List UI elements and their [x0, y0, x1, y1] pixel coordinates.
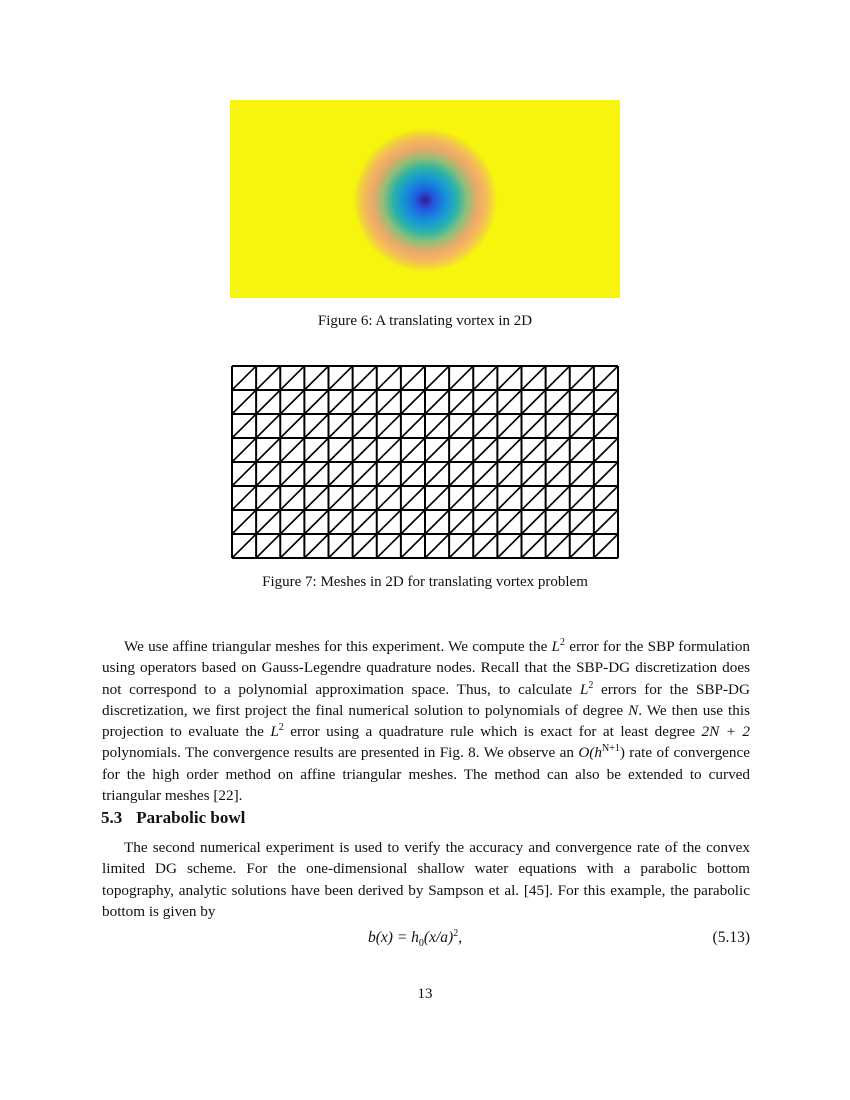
mesh-diagonal-edge	[449, 390, 473, 414]
equation-label: (5.13)	[712, 929, 750, 946]
mesh-diagonal-edge	[522, 366, 546, 390]
mesh-diagonal-edge	[570, 534, 594, 558]
mesh-diagonal-edge	[377, 414, 401, 438]
mesh-diagonal-edge	[256, 486, 280, 510]
mesh-diagonal-edge	[377, 534, 401, 558]
mesh-diagonal-edge	[280, 438, 304, 462]
mesh-diagonal-edge	[377, 510, 401, 534]
mesh-diagonal-edge	[401, 438, 425, 462]
mesh-diagonal-edge	[304, 414, 328, 438]
mesh-diagonal-edge	[497, 462, 521, 486]
mesh-diagonal-edge	[522, 390, 546, 414]
mesh-diagonal-edge	[256, 510, 280, 534]
mesh-diagonal-edge	[570, 510, 594, 534]
mesh-diagonal-edge	[425, 510, 449, 534]
mesh-diagonal-edge	[594, 462, 618, 486]
mesh-diagonal-edge	[425, 486, 449, 510]
mesh-diagonal-edge	[401, 390, 425, 414]
mesh-diagonal-edge	[473, 390, 497, 414]
mesh-diagonal-edge	[546, 462, 570, 486]
figure-6-caption: Figure 6: A translating vortex in 2D	[317, 313, 533, 329]
mesh-diagonal-edge	[377, 462, 401, 486]
figure-7-caption: Figure 7: Meshes in 2D for translating vortex problem	[262, 574, 588, 590]
mesh-diagonal-edge	[353, 462, 377, 486]
mesh-diagonal-edge	[256, 390, 280, 414]
mesh-diagonal-edge	[329, 534, 353, 558]
mesh-diagonal-edge	[425, 390, 449, 414]
mesh-diagonal-edge	[256, 438, 280, 462]
mesh-diagonal-edge	[473, 438, 497, 462]
mesh-diagonal-edge	[280, 510, 304, 534]
mesh-diagonal-edge	[522, 510, 546, 534]
mesh-diagonal-edge	[377, 366, 401, 390]
mesh-diagonal-edge	[570, 390, 594, 414]
mesh-diagonal-edge	[522, 486, 546, 510]
mesh-diagonal-edge	[353, 390, 377, 414]
section-title: Parabolic bowl	[136, 808, 246, 827]
mesh-diagonal-edge	[232, 534, 256, 558]
mesh-diagonal-edge	[594, 438, 618, 462]
mesh-diagonal-edge	[473, 486, 497, 510]
mesh-diagonal-edge	[594, 510, 618, 534]
mesh-diagonal-edge	[570, 414, 594, 438]
mesh-diagonal-edge	[401, 486, 425, 510]
figure-7-mesh	[231, 365, 619, 559]
mesh-diagonal-edge	[329, 510, 353, 534]
mesh-diagonal-edge	[401, 414, 425, 438]
mesh-diagonal-edge	[232, 462, 256, 486]
equation-body: $b(x) = h_0(x/a)^2$,	[368, 927, 463, 950]
mesh-diagonal-edge	[377, 438, 401, 462]
mesh-diagonal-edge	[594, 534, 618, 558]
mesh-diagonal-edge	[329, 462, 353, 486]
mesh-diagonal-edge	[497, 366, 521, 390]
mesh-diagonal-edge	[522, 534, 546, 558]
mesh-diagonal-edge	[546, 534, 570, 558]
mesh-diagonal-edge	[497, 486, 521, 510]
mesh-diagonal-edge	[570, 462, 594, 486]
mesh-diagonal-edge	[329, 366, 353, 390]
mesh-diagonal-edge	[353, 414, 377, 438]
mesh-diagonal-edge	[280, 390, 304, 414]
mesh-diagonal-edge	[304, 462, 328, 486]
mesh-diagonal-edge	[449, 414, 473, 438]
mesh-diagonal-edge	[449, 462, 473, 486]
mesh-diagonal-edge	[473, 462, 497, 486]
mesh-diagonal-edge	[546, 438, 570, 462]
mesh-diagonal-edge	[497, 414, 521, 438]
mesh-diagonal-edge	[449, 510, 473, 534]
mesh-diagonal-edge	[353, 510, 377, 534]
mesh-diagonal-edge	[256, 366, 280, 390]
mesh-diagonal-edge	[329, 438, 353, 462]
mesh-diagonal-edge	[522, 414, 546, 438]
figure-6-vortex-plot	[230, 100, 620, 298]
mesh-diagonal-edge	[401, 534, 425, 558]
paragraph-affine-meshes: We use affine triangular meshes for this experiment. We compute the $L^2$ error for the SBP formulation using operators based on Gauss-Legendre quadrature nodes. Recall that the SBP-DG discretization does not correspond to a polynomial approximation space. Thus, to calculate $L^2$ errors for the SBP-DG discretization, we first project the final numerical solution to polynomials of degree N. We then use this projection to evaluate the $L^2$ error using a quadrature rule which is exact for at least degree 2N + 2 polynomials. The convergence results are presented in Fig. 8. We observe an $O(h^{N+1})$ rate of convergence for the high order method on affine triangular meshes. The method can also be extended to curved triangular meshes [22].	[102, 636, 751, 805]
mesh-diagonal-edge	[256, 414, 280, 438]
mesh-diagonal-edge	[256, 534, 280, 558]
mesh-diagonal-edge	[256, 462, 280, 486]
mesh-diagonal-edge	[449, 486, 473, 510]
mesh-diagonal-edge	[594, 390, 618, 414]
mesh-diagonal-edge	[425, 366, 449, 390]
mesh-diagonal-edge	[304, 366, 328, 390]
section-heading-parabolic-bowl	[101, 808, 245, 828]
mesh-diagonal-edge	[377, 486, 401, 510]
mesh-diagonal-edge	[401, 510, 425, 534]
mesh-diagonal-edge	[546, 414, 570, 438]
mesh-diagonal-edge	[232, 486, 256, 510]
mesh-diagonal-edge	[353, 534, 377, 558]
mesh-diagonal-edge	[280, 534, 304, 558]
mesh-diagonal-edge	[377, 390, 401, 414]
mesh-diagonal-edge	[280, 462, 304, 486]
mesh-diagonal-edge	[473, 366, 497, 390]
mesh-diagonal-edge	[425, 534, 449, 558]
mesh-diagonal-edge	[280, 414, 304, 438]
mesh-diagonal-edge	[329, 414, 353, 438]
mesh-diagonal-edge	[353, 438, 377, 462]
mesh-diagonal-edge	[473, 414, 497, 438]
mesh-diagonal-edge	[280, 366, 304, 390]
mesh-diagonal-edge	[570, 366, 594, 390]
mesh-diagonal-edge	[304, 510, 328, 534]
mesh-diagonal-edge	[304, 390, 328, 414]
mesh-diagonal-edge	[546, 510, 570, 534]
mesh-diagonal-edge	[353, 366, 377, 390]
mesh-diagonal-edge	[546, 366, 570, 390]
mesh-diagonal-edge	[473, 534, 497, 558]
mesh-diagonal-edge	[329, 390, 353, 414]
mesh-diagonal-edge	[232, 390, 256, 414]
mesh-diagonal-edge	[497, 534, 521, 558]
mesh-diagonal-edge	[497, 510, 521, 534]
mesh-diagonal-edge	[497, 438, 521, 462]
page-number: 13	[417, 986, 433, 1002]
mesh-diagonal-edge	[329, 486, 353, 510]
mesh-diagonal-edge	[449, 534, 473, 558]
mesh-diagonal-edge	[497, 390, 521, 414]
mesh-diagonal-edge	[232, 438, 256, 462]
mesh-diagonal-edge	[304, 438, 328, 462]
mesh-diagonal-edge	[594, 414, 618, 438]
mesh-diagonal-edge	[522, 438, 546, 462]
mesh-diagonal-edge	[401, 366, 425, 390]
mesh-diagonal-edge	[304, 486, 328, 510]
mesh-diagonal-edge	[232, 510, 256, 534]
mesh-diagonal-edge	[449, 366, 473, 390]
mesh-diagonal-edge	[546, 390, 570, 414]
mesh-diagonal-edge	[232, 414, 256, 438]
mesh-diagonal-edge	[425, 438, 449, 462]
mesh-diagonal-edge	[449, 438, 473, 462]
mesh-diagonal-edge	[232, 366, 256, 390]
mesh-diagonal-edge	[570, 486, 594, 510]
mesh-diagonal-edge	[425, 414, 449, 438]
mesh-diagonal-edge	[473, 510, 497, 534]
mesh-diagonal-edge	[570, 438, 594, 462]
paragraph-parabolic-bowl: The second numerical experiment is used to verify the accuracy and convergence rate of the convex limited DG scheme. For the one-dimensional shallow water equations with a parabolic bottom topography, analytic solutions have been derived by Sampson et al. [45]. For this example, the parabolic bottom is given by	[102, 839, 750, 920]
mesh-diagonal-edge	[546, 486, 570, 510]
mesh-diagonal-edge	[401, 462, 425, 486]
mesh-diagonal-edge	[304, 534, 328, 558]
section-number: 5.3	[101, 808, 123, 827]
mesh-diagonal-edge	[425, 462, 449, 486]
mesh-diagonal-edge	[594, 366, 618, 390]
mesh-diagonal-edge	[594, 486, 618, 510]
mesh-diagonal-edge	[353, 486, 377, 510]
mesh-diagonal-edge	[522, 462, 546, 486]
mesh-diagonal-edge	[280, 486, 304, 510]
